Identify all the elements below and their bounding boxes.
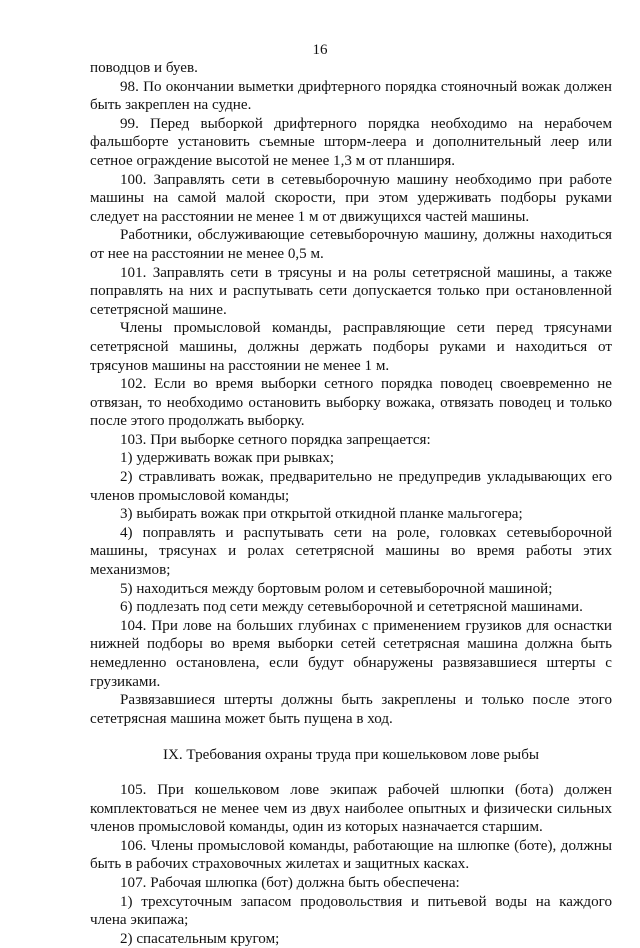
page-number: 16 <box>312 42 328 58</box>
list-item-107-2: 2) спасательным кругом; <box>120 930 280 947</box>
paragraph-101-note: Члены промысловой команды, расправляющие сети перед трясунами сететрясной машины, должны держать подборы руками и находиться от трясунов машины на расстоянии не менее 1 м. <box>90 320 612 374</box>
paragraph-102: 102. Если во время выборки сетного порядка поводец своевременно не отвязан, то необходимо остановить выборку вожака, отвязать поводец и только после этого продолжать выборку. <box>90 376 612 430</box>
list-item-103-3: 3) выбирать вожак при открытой откидной планке мальгогера; <box>120 506 523 523</box>
paragraph-100-note: Работники, обслуживающие сетевыборочную машину, должны находиться от нее на расстоянии не менее 0,5 м. <box>90 227 612 262</box>
list-item-103-6: 6) подлезать под сети между сетевыборочной и сететрясной машинами. <box>120 599 583 616</box>
paragraph-104-note: Развязавшиеся штерты должны быть закреплены и только после этого сететрясная машина может быть пущена в ход. <box>90 692 612 727</box>
list-item-103-5: 5) находиться между бортовым ролом и сетевыборочной машиной; <box>120 580 553 597</box>
document-body <box>90 59 612 948</box>
paragraph-105: 105. При кошельковом лове экипаж рабочей шлюпки (бота) должен комплектоваться не менее чем из двух наиболее опытных и физически сильных членов промысловой команды, один из которых назначается старшим. <box>90 781 612 836</box>
paragraph-101: 101. Заправлять сети в трясуны и на ролы сететрясной машины, а также поправлять на них и распутывать сети допускается только при остановленной сететрясной машине. <box>90 264 612 318</box>
paragraph-100: 100. Заправлять сети в сетевыборочную машину необходимо при работе машины на самой малой скорости, при этом удерживать подборы руками следует на расстоянии не менее 1 м от движущихся частей машины. <box>90 171 612 225</box>
list-item-103-4: 4) поправлять и распутывать сети на роле, головках сетевыборочной машины, трясунах и ролах сететрясной машины во время работы этих механизмов; <box>90 524 612 579</box>
list-item-103-2: 2) стравливать вожак, предварительно не предупредив укладывающих его членов промысловой команды; <box>90 469 612 504</box>
list-item-107-1: 1) трехсуточным запасом продовольствия и питьевой воды на каждого члена экипажа; <box>90 893 612 929</box>
paragraph-104: 104. При лове на больших глубинах с применением грузиков для оснастки нижней подборы во время выборки сетей сететрясная машина должна быть немедленно остановлена, если будут обнаружены развязавшиеся штерты с грузиками. <box>90 617 612 690</box>
paragraph-98: 98. По окончании выметки дрифтерного порядка стояночный вожак должен быть закреплен на судне. <box>90 78 612 114</box>
paragraph-continuation: поводцов и буев. <box>90 60 198 76</box>
paragraph-107: 107. Рабочая шлюпка (бот) должна быть обеспечена: <box>120 874 460 891</box>
paragraph-99: 99. Перед выборкой дрифтерного порядка необходимо на нерабочем фальшборте установить съемные шторм-леера и дополнительный леер или сетное ограждение высотой не менее 1,3 м от планширя. <box>90 115 612 169</box>
section-heading: IX. Требования охраны труда при кошельковом лове рыбы <box>162 747 540 764</box>
paragraph-106: 106. Члены промысловой команды, работающие на шлюпке (боте), должны быть в рабочих страховочных жилетах и защитных касках. <box>90 837 612 873</box>
paragraph-103: 103. При выборке сетного порядка запрещается: <box>120 431 431 448</box>
list-item-103-1: 1) удерживать вожак при рывках; <box>120 450 335 467</box>
